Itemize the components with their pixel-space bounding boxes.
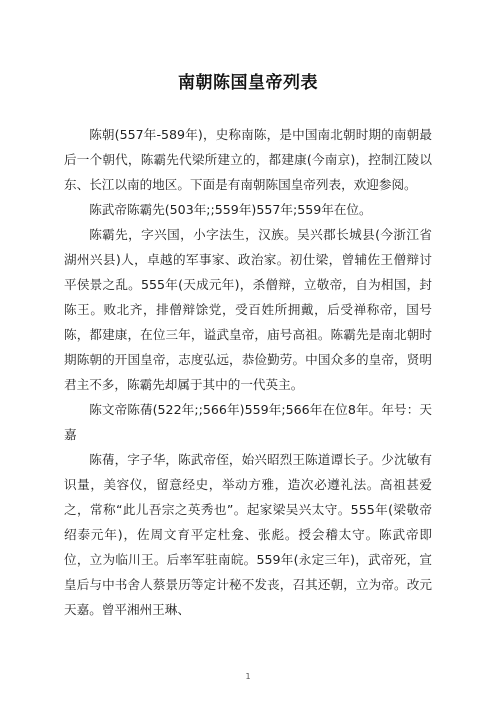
paragraph-wudi-bio: 陈霸先，字兴国，小字法生，汉族。吴兴郡长城县(今浙江省湖州兴县)人，卓越的军事家、政治家。初仕梁，曾辅佐王僧辩讨平侯景之乱。555年(天成元年)，杀僧辩，立敬帝，自为相国，封陈王。败北齐，排僧辩馀党，受百姓所拥戴，后受禅称帝，国号陈，都建康，在位三年，谥武皇帝，庙号高祖。陈霸先是南北朝时期陈朝的开国皇帝，志度弘远，恭俭勤劳。中国众多的皇帝，贤明君主不多，陈霸先却属于其中的一代英主。: [64, 227, 432, 392]
paragraph-wendi-heading: 陈文帝陈蒨(522年;;566年)559年;566年在位8年。年号：天嘉: [64, 402, 432, 442]
paragraph-wendi-bio: 陈蒨，字子华，陈武帝侄，始兴昭烈王陈道谭长子。少沈敏有识量，美容仪，留意经史，举动方雅，造次必遵礼法。高祖甚爱之，常称“此儿吾宗之英秀也”。起家梁吴兴太守。555年(梁敬帝绍泰元年)，佐周文育平定杜龛、张彪。授会稽太守。陈武帝即位，立为临川王。后率军驻南皖。559年(永定三年)，武帝死，宣皇后与中书舍人蔡景历等定计秘不发丧，召其还朝，立为帝。改元天嘉。曾平湘州王琳、: [64, 452, 432, 617]
page-title: 南朝陈国皇帝列表: [178, 73, 318, 93]
paragraph-intro: 陈朝(557年-589年)，史称南陈，是中国南北朝时期的南朝最后一个朝代，陈霸先代梁所建立的，都建康(今南京)，控制江陵以东、长江以南的地区。下面是有南朝陈国皇帝列表，欢迎参阅。: [64, 127, 432, 192]
document-body: [64, 122, 432, 622]
paragraph-wudi-heading: 陈武帝陈霸先(503年;;559年)557年;559年在位。: [89, 202, 372, 217]
page-number: 1: [245, 672, 251, 681]
